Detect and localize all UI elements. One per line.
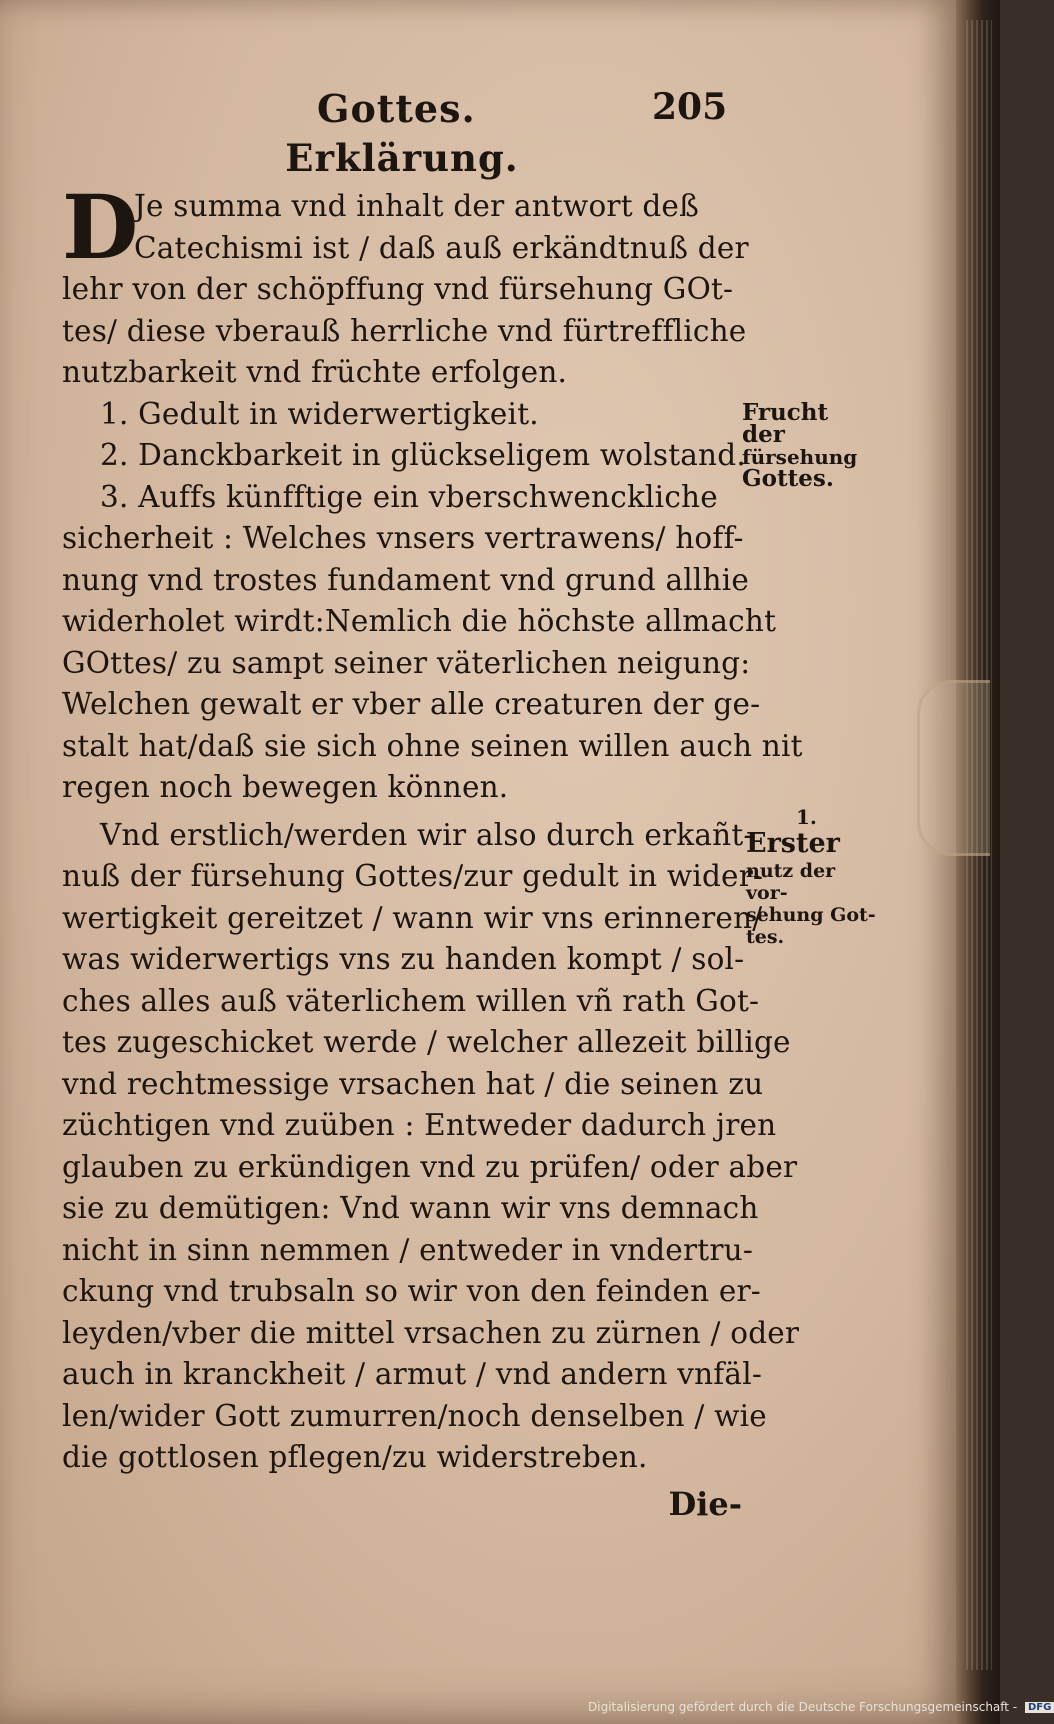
margin-note-erster-nutz <box>746 806 876 948</box>
text-line: züchtigen vnd zuüben : Entweder dadurch jren <box>62 1108 777 1142</box>
text-line: sie zu demütigen: Vnd wann wir vns demnach <box>62 1191 759 1225</box>
catchword: Die- <box>668 1484 742 1523</box>
paragraph-start-line: Vnd erstlich/werden wir also durch erkañt- <box>100 817 754 852</box>
margin-note-line: Erster <box>746 828 840 859</box>
text-line: wertigkeit gereitzet / wann wir vns erinneren/ <box>62 900 763 935</box>
text-line: tes/ diese vberauß herrliche vnd fürtreffliche <box>62 313 747 348</box>
dfg-logo-icon: DFG <box>1025 1702 1054 1713</box>
text-line-content: Je summa vnd inhalt der antwort deß <box>134 189 699 223</box>
running-head <box>62 86 742 136</box>
text-line: ches alles auß väterlichem willen vñ rath Got- <box>62 983 760 1018</box>
text-line: die gottlosen pflegen/zu widerstreben. <box>62 1440 648 1474</box>
text-line: Catechismi ist / daß auß erkändtnuß der <box>134 230 749 265</box>
margin-note-frucht <box>742 399 872 492</box>
text-line: GOttes/ zu sampt seiner väterlichen neigung: <box>62 645 751 680</box>
margin-note-line: Gottes. <box>742 465 834 492</box>
digitization-credit <box>588 1700 1054 1714</box>
margin-note-line: sehung Got- <box>746 904 876 926</box>
text-line: lehr von der schöpffung vnd fürsehung GOt- <box>62 272 734 306</box>
text-line: nung vnd trostes fundament vnd grund allhie <box>62 562 750 597</box>
text-line: nicht in sinn nemmen / entweder in vndertru- <box>62 1232 753 1267</box>
running-title: Gottes. <box>317 86 476 131</box>
book-fore-edge <box>956 0 1000 1724</box>
page-number: 205 <box>652 86 728 128</box>
page-tab-marker <box>917 680 990 856</box>
text-line: leyden/vber die mittel vrsachen zu zürnen / oder <box>62 1315 800 1350</box>
text-line: regen noch bewegen können. <box>62 770 509 804</box>
text-line: stalt hat/daß sie sich ohne seinen willen auch nit <box>62 728 803 763</box>
text-line: vnd rechtmessige vrsachen hat / die seinen zu <box>62 1066 764 1101</box>
text-line: glauben zu erkündigen vnd zu prüfen/ oder aber <box>62 1149 798 1184</box>
text-line: tes zugeschicket werde / welcher allezeit billige <box>62 1025 791 1059</box>
list-item: 3. Auffs künfftige ein vberschwenckliche <box>100 479 718 514</box>
list-item: 1. Gedult in widerwertigkeit. <box>100 396 539 431</box>
decorated-initial: D <box>62 175 139 279</box>
section-heading: Erklärung. <box>285 136 519 180</box>
text-line: was widerwertigs vns zu handen kompt / sol- <box>62 942 745 976</box>
credit-text: Digitalisierung gefördert durch die Deutsche Forschungsgemeinschaft - <box>588 1700 1018 1714</box>
margin-note-line: fürsehung <box>742 445 858 469</box>
text-line: nutzbarkeit vnd früchte erfolgen. <box>62 355 568 389</box>
list-item: 2. Danckbarkeit in glückseligem wolstand. <box>100 438 746 472</box>
margin-note-line: Frucht der <box>742 399 829 448</box>
text-line: Welchen gewalt er vber alle creaturen der ge- <box>62 687 761 721</box>
text-line: sicherheit : Welches vnsers vertrawens/ hoff- <box>62 521 744 555</box>
text-line: widerholet wirdt:Nemlich die höchste allmacht <box>62 604 777 638</box>
text-line: ckung vnd trubsaln so wir von den feinden er- <box>62 1274 761 1308</box>
margin-note-line: tes. <box>746 926 785 948</box>
text-line: nuß der fürsehung Gottes/zur gedult in wider- <box>62 859 764 893</box>
text-line: auch in kranckheit / armut / vnd andern vnfäl- <box>62 1357 763 1391</box>
margin-note-line: nutz der vor- <box>746 860 836 904</box>
margin-note-line: 1. <box>796 805 817 829</box>
text-line: len/wider Gott zumurren/noch denselben / wie <box>62 1398 767 1433</box>
